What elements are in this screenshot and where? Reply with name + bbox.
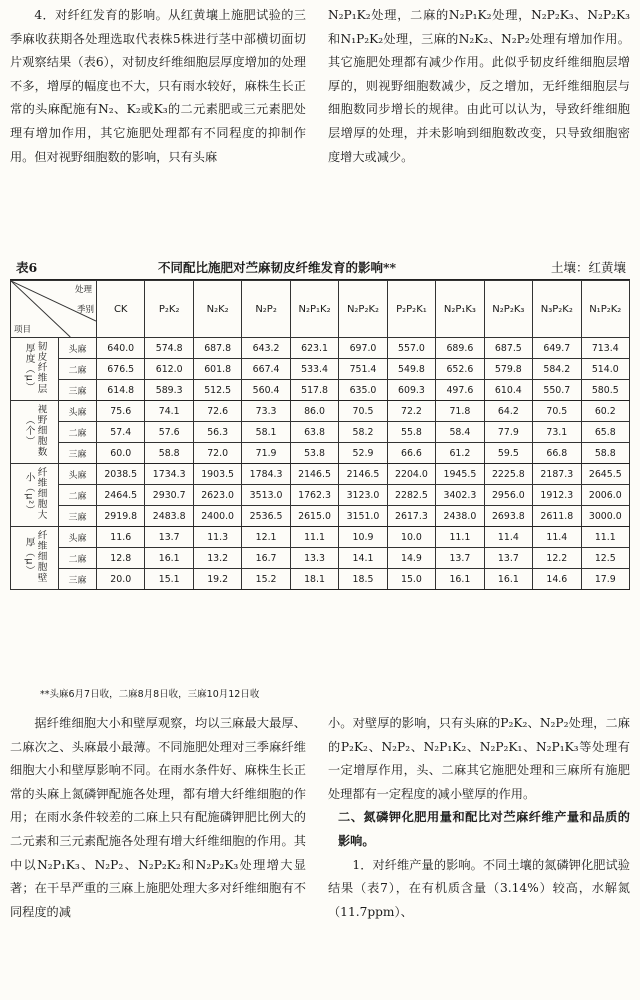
value-cell: 15.2 [242,569,290,590]
value-cell: 2146.5 [339,464,387,485]
column-header: N₂P₁K₂ [290,281,338,338]
value-cell: 2956.0 [484,485,532,506]
table-header-row [11,281,630,338]
paragraph-wall-thickness: 小。对壁厚的影响，只有头麻的P₂K₂、N₂P₂处理，二麻的P₂K₂、N₂P₂、N₂P₁K₂、N₂P₂K₁、N₂P₁K₃等处理有一定增厚作用，头、二麻其它施肥处理和三麻所有施肥处理都有一定程度的减小壁厚的作用。 [328,716,630,801]
value-cell: 13.3 [290,548,338,569]
value-cell: 643.2 [242,338,290,359]
value-cell: 649.7 [533,338,581,359]
text-column-top-right [328,4,630,169]
fiber-development-table [10,280,630,590]
season-cell: 三麻 [59,380,97,401]
value-cell: 574.8 [145,338,193,359]
value-cell: 16.1 [484,569,532,590]
value-cell: 11.1 [436,527,484,548]
value-cell: 640.0 [97,338,145,359]
value-cell: 2187.3 [533,464,581,485]
value-cell: 14.6 [533,569,581,590]
value-cell: 17.9 [581,569,629,590]
value-cell: 2536.5 [242,506,290,527]
value-cell: 64.2 [484,401,532,422]
value-cell: 1734.3 [145,464,193,485]
value-cell: 601.8 [193,359,241,380]
value-cell: 2464.5 [97,485,145,506]
paragraph-fiber-yield: 1．对纤维产量的影响。不同土壤的氮磷钾化肥试验结果（表7），在有机质含量（3.14%）较高，水解氮（11.7ppm）、 [328,857,630,919]
value-cell: 584.2 [533,359,581,380]
value-cell: 58.2 [339,422,387,443]
value-cell: 2400.0 [193,506,241,527]
value-cell: 635.0 [339,380,387,401]
column-header: P₂P₂K₁ [387,281,435,338]
value-cell: 1945.5 [436,464,484,485]
value-cell: 58.8 [145,443,193,464]
value-cell: 66.8 [533,443,581,464]
column-header: N₁P₂K₂ [581,281,629,338]
value-cell: 59.5 [484,443,532,464]
value-cell: 1784.3 [242,464,290,485]
column-header: N₂P₂K₂ [339,281,387,338]
value-cell: 65.8 [581,422,629,443]
value-cell: 58.4 [436,422,484,443]
value-cell: 713.4 [581,338,629,359]
group-label: 纤维细胞大小（μ²） [23,467,47,520]
season-cell: 头麻 [59,464,97,485]
value-cell: 687.8 [193,338,241,359]
value-cell: 63.8 [290,422,338,443]
paragraph-cell-count: N₂P₁K₂处理，二麻的N₂P₁K₂处理，N₂P₂K₃、N₂P₂K₃和N₁P₂K₂处理，三麻的N₂K₂、N₂P₂处理有增加作用。其它施肥处理都有减少作用。此似乎韧皮纤维细胞层增厚的，则视野细胞数减少，反之增加，无纤维细胞层与细胞数同步增长的规律。由此可以认为，导致纤维细胞层增厚的处理，并未影响到细胞数改变，只导致细胞密度增大或减少。 [328,8,630,164]
value-cell: 19.2 [193,569,241,590]
value-cell: 71.8 [436,401,484,422]
table-row [11,422,630,443]
table-row [11,464,630,485]
group-label: 韧皮纤维层厚度（μ） [23,341,47,394]
value-cell: 533.4 [290,359,338,380]
group-label-cell [11,527,59,590]
table-footnote: **头麻6月7日收，二麻8月8日收，三麻10月12日收 [40,689,260,700]
table-row [11,380,630,401]
table-caption [10,254,630,278]
paragraph-cell-size: 据纤维细胞大小和壁厚观察，均以三麻最大最厚、二麻次之、头麻最小最薄。不同施肥处理对三季麻纤维细胞大小和壁厚影响不同。在雨水条件好、麻株生长正常的头麻上氮磷钾配施各处理，都有增大纤维细胞的作用；在雨水条件较差的二麻上只有配施磷钾肥比例大的二元素和三元素配施各处理有增大纤维细胞的作用。其中以N₂P₁K₃、N₂P₂、N₂P₂K₂和N₂P₂K₃处理增大显著；在干旱严重的三麻上施肥处理大多对纤维细胞有不同程度的减 [10,716,306,919]
value-cell: 77.9 [484,422,532,443]
value-cell: 11.3 [193,527,241,548]
table-row [11,401,630,422]
value-cell: 71.9 [242,443,290,464]
value-cell: 751.4 [339,359,387,380]
season-cell: 二麻 [59,422,97,443]
value-cell: 676.5 [97,359,145,380]
value-cell: 18.1 [290,569,338,590]
value-cell: 72.6 [193,401,241,422]
season-cell: 二麻 [59,485,97,506]
value-cell: 55.8 [387,422,435,443]
value-cell: 2438.0 [436,506,484,527]
season-cell: 三麻 [59,443,97,464]
value-cell: 1762.3 [290,485,338,506]
value-cell: 11.4 [533,527,581,548]
column-header: N₃P₂K₂ [533,281,581,338]
table-row [11,506,630,527]
value-cell: 13.7 [436,548,484,569]
column-header: N₂P₁K₃ [436,281,484,338]
section-heading: 二、氮磷钾化肥用量和配比对苎麻纤维产量和品质的影响。 [338,810,630,848]
group-label-cell [11,338,59,401]
corner-label-season: 季别 [76,305,94,315]
value-cell: 15.0 [387,569,435,590]
value-cell: 2006.0 [581,485,629,506]
value-cell: 72.0 [193,443,241,464]
value-cell: 66.6 [387,443,435,464]
value-cell: 13.2 [193,548,241,569]
column-header: P₂K₂ [145,281,193,338]
value-cell: 2225.8 [484,464,532,485]
column-header: N₂K₂ [193,281,241,338]
table-soil-note: 土壤：红黄壤 [550,260,626,275]
value-cell: 514.0 [581,359,629,380]
value-cell: 57.4 [97,422,145,443]
value-cell: 58.1 [242,422,290,443]
column-header: N₂P₂K₃ [484,281,532,338]
table-title: 不同配比施肥对苎麻韧皮纤维发育的影响** [158,260,397,275]
season-cell: 头麻 [59,401,97,422]
value-cell: 15.1 [145,569,193,590]
value-cell: 61.2 [436,443,484,464]
value-cell: 589.3 [145,380,193,401]
table-row [11,569,630,590]
value-cell: 75.6 [97,401,145,422]
value-cell: 11.1 [290,527,338,548]
value-cell: 2930.7 [145,485,193,506]
value-cell: 70.5 [533,401,581,422]
season-cell: 二麻 [59,359,97,380]
value-cell: 610.4 [484,380,532,401]
value-cell: 2693.8 [484,506,532,527]
value-cell: 667.4 [242,359,290,380]
group-label: 视野细胞数（个） [23,404,47,457]
value-cell: 58.8 [581,443,629,464]
table-row [11,548,630,569]
corner-label-treatment: 处理 [74,285,92,295]
value-cell: 53.8 [290,443,338,464]
table-row [11,527,630,548]
table-row [11,359,630,380]
value-cell: 73.1 [533,422,581,443]
season-cell: 头麻 [59,527,97,548]
value-cell: 580.5 [581,380,629,401]
value-cell: 10.9 [339,527,387,548]
value-cell: 57.6 [145,422,193,443]
value-cell: 687.5 [484,338,532,359]
value-cell: 52.9 [339,443,387,464]
value-cell: 1903.5 [193,464,241,485]
value-cell: 689.6 [436,338,484,359]
value-cell: 550.7 [533,380,581,401]
value-cell: 2615.0 [290,506,338,527]
column-header: CK [97,281,145,338]
value-cell: 60.2 [581,401,629,422]
value-cell: 2146.5 [290,464,338,485]
table-row [11,338,630,359]
table-row [11,443,630,464]
value-cell: 16.1 [145,548,193,569]
value-cell: 16.7 [242,548,290,569]
value-cell: 549.8 [387,359,435,380]
value-cell: 13.7 [145,527,193,548]
value-cell: 612.0 [145,359,193,380]
value-cell: 517.8 [290,380,338,401]
value-cell: 70.5 [339,401,387,422]
text-column-bottom-left [10,712,306,924]
value-cell: 609.3 [387,380,435,401]
value-cell: 560.4 [242,380,290,401]
table-corner-cell [11,281,97,338]
value-cell: 14.9 [387,548,435,569]
value-cell: 12.8 [97,548,145,569]
season-cell: 三麻 [59,569,97,590]
table-row [11,485,630,506]
value-cell: 2623.0 [193,485,241,506]
value-cell: 497.6 [436,380,484,401]
value-cell: 1912.3 [533,485,581,506]
value-cell: 2483.8 [145,506,193,527]
value-cell: 11.6 [97,527,145,548]
season-cell: 三麻 [59,506,97,527]
value-cell: 72.2 [387,401,435,422]
season-cell: 二麻 [59,548,97,569]
value-cell: 2204.0 [387,464,435,485]
value-cell: 652.6 [436,359,484,380]
value-cell: 3000.0 [581,506,629,527]
value-cell: 60.0 [97,443,145,464]
value-cell: 579.8 [484,359,532,380]
group-label-cell [11,464,59,527]
value-cell: 3513.0 [242,485,290,506]
paragraph-fiber-development: 4．对纤红发育的影响。从红黄壤上施肥试验的三季麻收获期各处理选取代表株5株进行茎中部横切面切片观察结果（表6），对韧皮纤维细胞层厚度增加的处理不多，增厚的幅度也不大，只有雨水较好，麻株生长正常的头麻配施有N₂、K₂或K₃的二元素肥或三元素肥处理有增加作用，其它施肥处理都有不同程度的抑制作用。但对视野细胞数的影响，只有头麻 [10,8,306,164]
value-cell: 86.0 [290,401,338,422]
value-cell: 13.7 [484,548,532,569]
value-cell: 3402.3 [436,485,484,506]
season-cell: 头麻 [59,338,97,359]
group-label: 纤维细胞壁厚（μ） [23,530,47,583]
value-cell: 12.1 [242,527,290,548]
value-cell: 16.1 [436,569,484,590]
corner-label-item: 项目 [14,325,32,335]
text-column-top-left [10,4,306,169]
value-cell: 623.1 [290,338,338,359]
value-cell: 2611.8 [533,506,581,527]
table-body [11,338,630,590]
value-cell: 11.4 [484,527,532,548]
value-cell: 18.5 [339,569,387,590]
value-cell: 2919.8 [97,506,145,527]
value-cell: 14.1 [339,548,387,569]
column-header: N₂P₂ [242,281,290,338]
group-label-cell [11,401,59,464]
value-cell: 512.5 [193,380,241,401]
value-cell: 3123.0 [339,485,387,506]
value-cell: 12.2 [533,548,581,569]
value-cell: 73.3 [242,401,290,422]
table-number: 表6 [16,260,38,275]
value-cell: 2038.5 [97,464,145,485]
value-cell: 2645.5 [581,464,629,485]
value-cell: 697.0 [339,338,387,359]
text-column-bottom-right [328,712,630,924]
value-cell: 2282.5 [387,485,435,506]
value-cell: 74.1 [145,401,193,422]
value-cell: 56.3 [193,422,241,443]
value-cell: 10.0 [387,527,435,548]
value-cell: 2617.3 [387,506,435,527]
value-cell: 20.0 [97,569,145,590]
value-cell: 614.8 [97,380,145,401]
value-cell: 12.5 [581,548,629,569]
value-cell: 557.0 [387,338,435,359]
value-cell: 3151.0 [339,506,387,527]
value-cell: 11.1 [581,527,629,548]
